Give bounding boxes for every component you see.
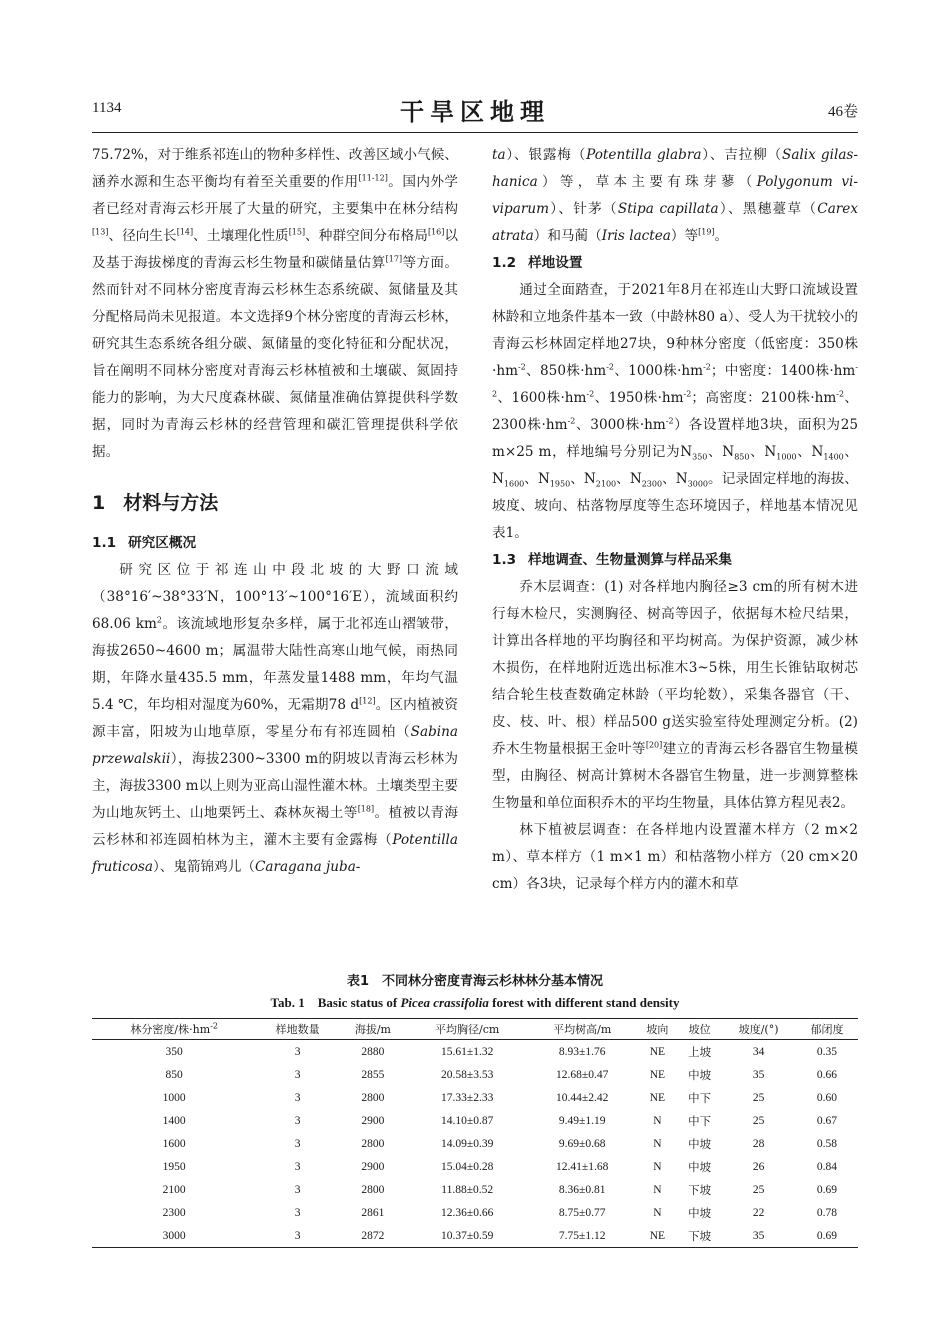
paragraph: 75.72%，对于维系祁连山的物种多样性、改善区域小气候、涵养水源和生态平衡均有着至关重要的作用[11-12]。国内外学者已经对青海云杉开展了大量的研究，主要集中在林分结构[13]、径向生长[14]、土壤理化性质[15]、种群空间分布格局[16]以及基于海拔梯度的青海云杉生物量和碳储量估算[17]等方面。然而针对不同林分密度青海云杉林生态系统碳、氮储量及其分配格局尚未见报道。本文选择9个林分密度的青海云杉林，研究其生态系统各组分碳、氮储量的变化特征和分配状况，旨在阐明不同林分密度对青海云杉林植被和土壤碳、氮固持能力的影响，为大尺度森林碳、氮储量准确估算提供科学数据，同时为青海云杉林的经营管理和碳汇管理提供科学依据。 [92, 147, 459, 460]
table-cell: 25 [752, 1114, 765, 1127]
table-cell: 中坡 [688, 1207, 712, 1220]
table-cell: 0.66 [816, 1068, 838, 1081]
table-row [92, 1086, 858, 1109]
table-cell: N [653, 1114, 662, 1127]
table-row [92, 1201, 858, 1224]
table-cell: 14.09±0.39 [441, 1137, 494, 1150]
table-cell: 1600 [162, 1137, 186, 1150]
table-cell: 20.58±3.53 [441, 1068, 494, 1081]
table-cell: 中下 [688, 1115, 712, 1128]
table-cell: 25 [752, 1091, 765, 1104]
table-row [92, 1155, 858, 1178]
table-cell: 1000 [162, 1091, 186, 1104]
table-cell: 1950 [162, 1160, 186, 1173]
right-column [492, 142, 858, 898]
table-cell: NE [649, 1091, 666, 1104]
table-cell: 3 [294, 1137, 301, 1150]
table-cell: 34 [752, 1045, 765, 1058]
table-cell: 中坡 [688, 1069, 712, 1082]
column-header: 坡度/(°) [738, 1023, 779, 1036]
table-cell: 1400 [162, 1114, 186, 1127]
table-cell: 8.75±0.77 [558, 1206, 606, 1219]
paragraph: ta）、银露梅（Potentilla glabra）、吉拉柳（Salix gilas-hanica）等，草本主要有珠芽蓼（Polygonum vi-viparum）、针茅（Stipa capillata）、黑穗薹草（Carex atrata）和马蔺（Iris lactea）等[19]。 [492, 147, 859, 244]
table-cell: 9.69±0.68 [558, 1137, 606, 1150]
table-cell: 22 [752, 1206, 765, 1219]
subsection-heading: 1.3 样地调查、生物量测算与样品采集 [492, 552, 732, 568]
table-cell: 17.33±2.33 [441, 1091, 494, 1104]
table-cell: 0.84 [816, 1160, 838, 1173]
journal-title: 干旱区地理 [400, 97, 550, 126]
table-cell: N [653, 1137, 662, 1150]
table-cell: 9.49±1.19 [558, 1114, 606, 1127]
table-cell: 0.69 [816, 1229, 838, 1242]
page-header [92, 92, 858, 133]
table-cell: 下坡 [688, 1184, 712, 1197]
table-cell: 2880 [361, 1045, 385, 1058]
table-cell: 2800 [361, 1091, 385, 1104]
table-cell: 2861 [361, 1206, 385, 1219]
table-cell: 7.75±1.12 [558, 1229, 606, 1242]
table-caption-cn: 表1 不同林分密度青海云杉林林分基本情况 [346, 974, 604, 989]
subsection-heading: 1.1 研究区概况 [92, 535, 197, 551]
table-cell: 35 [752, 1229, 765, 1242]
table-cell: 上坡 [688, 1046, 712, 1059]
table-cell: 3 [294, 1229, 301, 1242]
column-header: 坡向 [646, 1023, 669, 1036]
table-cell: 3 [294, 1206, 301, 1219]
table-row [92, 1063, 858, 1086]
table-cell: 中坡 [688, 1138, 712, 1151]
table-cell: 26 [752, 1160, 765, 1173]
table-cell: 12.36±0.66 [441, 1206, 494, 1219]
table-caption-en: Tab. 1 Basic status of Picea crassifolia forest with different stand density [270, 995, 680, 1010]
table-cell: 2900 [361, 1114, 385, 1127]
table-cell: 3000 [162, 1229, 186, 1242]
column-header: 林分密度/株$\cdot hm^{-2}$ [130, 1021, 218, 1036]
table-cell: 0.58 [816, 1137, 838, 1150]
table-cell: NE [649, 1045, 666, 1058]
table-cell: 3 [294, 1068, 301, 1081]
table-cell: 0.69 [816, 1183, 838, 1196]
table-cell: 15.04±0.28 [441, 1160, 494, 1173]
table-cell: 350 [165, 1045, 183, 1058]
table-cell: NE [649, 1229, 666, 1242]
table-cell: N [653, 1206, 662, 1219]
table-cell: 3 [294, 1045, 301, 1058]
table-cell: N [653, 1160, 662, 1173]
table-cell: NE [649, 1068, 666, 1081]
table-cell: 3 [294, 1114, 301, 1127]
table-cell: 12.41±1.68 [556, 1160, 609, 1173]
table-cell: 10.37±0.59 [441, 1229, 494, 1242]
table-row [92, 1040, 858, 1064]
table-1 [92, 972, 858, 1248]
table-cell: N [653, 1183, 662, 1196]
table-cell: 11.88±0.52 [441, 1183, 494, 1196]
paragraph: 研究区位于祁连山中段北坡的大野口流域（38°16′~38°33′N，100°13′~100°16′E），流域面积约68.06 $km^2$。该流域地形复杂多样，属于北祁连山褶皱带，海拔2650~4600 m；属温带大陆性高寒山地气候，雨热同期，年降水量435.5 mm，年蒸发量1488 mm，年均气温5.4 ℃，年均相对湿度为60%，无霜期78 d[12]。区内植被资源丰富，阳坡为山地草原，零星分布有祁连圆柏（Sabina przewalskii），海拔2300~3300 m的阴坡以青海云杉林为主，海拔3300 m以上则为亚高山湿性灌木林。土壤类型主要为山地灰钙土、山地栗钙土、森林灰褐土等[18]。植被以青海云杉林和祁连圆柏林为主，灌木主要有金露梅（Potentilla fruticosa）、鬼箭锦鸡儿（Caragana juba- [92, 562, 459, 875]
table-cell: 0.78 [816, 1206, 838, 1219]
table-cell: 2300 [162, 1206, 186, 1219]
table-cell: 15.61±1.32 [441, 1045, 494, 1058]
column-header: 平均树高/m [553, 1023, 612, 1036]
column-header: 郁闭度 [810, 1023, 844, 1036]
column-header: 海拔/m [354, 1023, 391, 1036]
table-cell: 25 [752, 1183, 765, 1196]
table-cell: 2100 [162, 1183, 186, 1196]
data-table [92, 1018, 858, 1248]
subsection-heading: 1.2 样地设置 [492, 255, 583, 271]
table-cell: 0.35 [816, 1045, 838, 1058]
table-cell: 35 [752, 1068, 765, 1081]
table-cell: 2855 [361, 1068, 385, 1081]
table-cell: 3 [294, 1091, 301, 1104]
left-column [92, 142, 458, 881]
table-cell: 下坡 [688, 1230, 712, 1243]
section-heading: 1 材料与方法 [92, 492, 219, 514]
table-row [92, 1132, 858, 1155]
table-row [92, 1109, 858, 1132]
column-header: 坡位 [688, 1023, 711, 1036]
table-cell: 0.67 [816, 1114, 838, 1127]
table-cell: 2800 [361, 1137, 385, 1150]
volume-label: 46卷 [827, 104, 858, 120]
table-cell: 10.44±2.42 [556, 1091, 609, 1104]
paragraph: 通过全面踏查，于2021年8月在祁连山大野口流域设置林龄和立地条件基本一致（中龄林80 a）、受人为干扰较小的青海云杉林固定样地27块，9种林分密度（低密度：350株$\cdot hm^{-2}$、850株$\cdot hm^{-2}$、1000株$\cdot hm^{-2}$；中密度：1400株$\cdot hm^{-2}$、1600株$\cdot hm^{-2}$、1950株$\cdot hm^{-2}$；高密度：2100株$\cdot hm^{-2}$、2300株$\cdot hm^{-2}$、3000株$\cdot hm^{-2}$）各设置样地3块，面积为25 m×25 m，样地编号分别记为$N_{350}$、$N_{850}$、$N_{1000}$、$N_{1400}$、$N_{1600}$、$N_{1950}$、$N_{2100}$、$N_{2300}$、$N_{3000}$。记录固定样地的海拔、坡度、坡向、枯落物厚度等生态环境因子，样地基本情况见表1。 [492, 282, 859, 541]
table-cell: 850 [165, 1068, 183, 1081]
table-cell: 2872 [361, 1229, 385, 1242]
table-row [92, 1178, 858, 1201]
table-row [92, 1224, 858, 1248]
page-number: 1134 [92, 100, 122, 116]
table-header-row [92, 1019, 858, 1040]
table-cell: 14.10±0.87 [441, 1114, 494, 1127]
table-cell: 28 [752, 1137, 765, 1150]
table-cell: 2900 [361, 1160, 385, 1173]
table-cell: 中下 [688, 1092, 712, 1105]
paragraph: 乔木层调查：(1) 对各样地内胸径≥3 cm的所有树木进行每木检尺，实测胸径、树高等因子，依据每木检尺结果，计算出各样地的平均胸径和平均树高。为保护资源，减少林木损伤，在样地附近选出标准木3~5株，用生长锥钻取树芯结合轮生枝查数确定林龄（平均轮数），采集各器官（干、皮、枝、叶、根）样品500 g送实验室待处理测定分析。(2) 乔木生物量根据王金叶等[20]建立的青海云杉各器官生物量模型，由胸径、树高计算树木各器官生物量，进一步测算整株生物量和单位面积乔木的平均生物量，具体估算方程见表2。 [492, 579, 859, 811]
column-header: 样地数量 [275, 1023, 320, 1036]
table-cell: 3 [294, 1183, 301, 1196]
table-cell: 8.93±1.76 [558, 1045, 606, 1058]
column-header: 平均胸径/cm [435, 1023, 500, 1036]
table-cell: 8.36±0.81 [558, 1183, 606, 1196]
table-cell: 2800 [361, 1183, 385, 1196]
paragraph: 林下植被层调查：在各样地内设置灌木样方（2 m×2 m）、草本样方（1 m×1 m）和枯落物小样方（20 cm×20 cm）各3块，记录每个样方内的灌木和草 [492, 822, 858, 892]
table-cell: 12.68±0.47 [556, 1068, 609, 1081]
table-cell: 中坡 [688, 1161, 712, 1174]
table-cell: 0.60 [816, 1091, 838, 1104]
table-cell: 3 [294, 1160, 301, 1173]
